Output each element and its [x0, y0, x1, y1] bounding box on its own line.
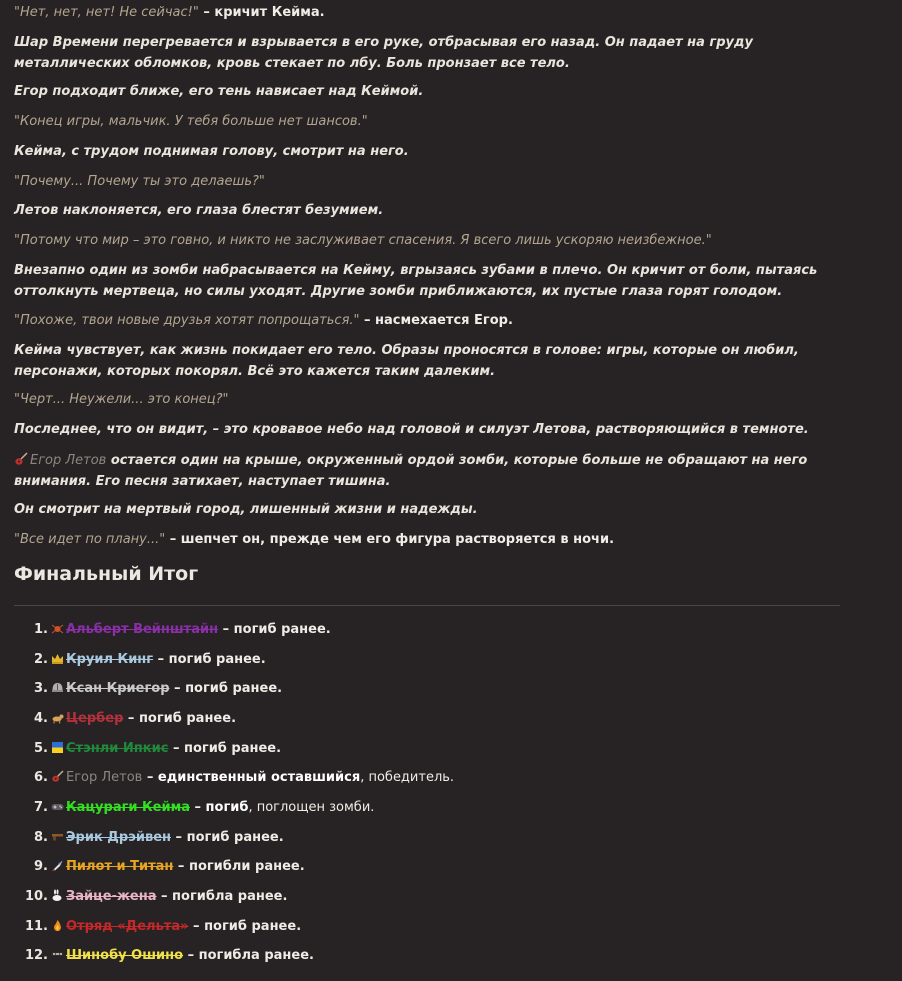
- separator: –: [153, 652, 169, 667]
- story-paragraph-12: "Черт... Неужели... это конец?": [14, 392, 229, 407]
- list-item: [0, 798, 374, 818]
- list-item: [0, 857, 305, 877]
- character-name: Кацураги Кейма: [66, 800, 190, 815]
- status-bold: единственный оставшийся: [157, 770, 361, 785]
- list-item: [0, 768, 454, 788]
- rabbit-icon: [51, 889, 64, 902]
- list-item: [0, 887, 287, 907]
- status-text: , поглощен зомби.: [248, 800, 375, 815]
- list-item: [0, 620, 331, 640]
- status-text: погиб ранее.: [185, 681, 283, 696]
- item-number: 1.: [34, 622, 48, 637]
- item-number: 8.: [34, 830, 48, 845]
- status-text: погиб ранее.: [138, 711, 237, 726]
- status-text: погибла ранее.: [172, 889, 288, 904]
- story-text: остается один на крыше, окруженный ордой зомби, которые больше не обращают на него внимания. Его песня затихает, наступает тишина.: [14, 453, 808, 489]
- separator: –: [171, 830, 187, 845]
- status-text: погиб ранее.: [183, 741, 282, 756]
- guitar-icon: [14, 452, 28, 466]
- list-item: [0, 917, 301, 937]
- item-number: 6.: [34, 770, 48, 785]
- character-name: Егор Летов: [66, 770, 143, 785]
- story-paragraph-1: [14, 2, 854, 23]
- story-paragraph-11: Кейма чувствует, как жизнь покидает его тело. Образы проносятся в голове: игры, которые он любил, персонажи, которых покорял. Всё это кажется таким далеким.: [14, 343, 799, 379]
- separator: –: [188, 919, 205, 934]
- speaker-tag: – кричит Кейма.: [198, 5, 325, 20]
- character-name: Отряд «Дельта»: [66, 919, 189, 934]
- item-number: 3.: [34, 681, 48, 696]
- item-number: 9.: [34, 859, 48, 874]
- gamepad-icon: [51, 800, 64, 813]
- story-paragraph-10: [14, 310, 854, 331]
- list-item: [0, 828, 284, 848]
- fire-icon: [51, 919, 64, 932]
- list-item: [0, 709, 236, 729]
- status-text: погиб ранее.: [204, 919, 302, 934]
- flag-icon: [51, 741, 64, 754]
- list-item: [0, 679, 282, 699]
- story-paragraph-9: Внезапно один из зомби набрасывается на Кейму, вгрызаясь зубами в плечо. Он кричит от боли, пытаясь оттолкнуть мертвеца, но силы уходят. Другие зомби приближаются, их пустые глаза горят голодом.: [14, 263, 818, 299]
- list-item: [0, 650, 266, 670]
- separator: –: [169, 681, 186, 696]
- status-text: погиб ранее.: [233, 622, 331, 637]
- story-paragraph-16: [14, 529, 854, 550]
- separator: –: [183, 948, 199, 963]
- speaker-tag: – насмехается Егор.: [359, 313, 513, 328]
- story-paragraph-5: Кейма, с трудом поднимая голову, смотрит на него.: [14, 144, 409, 159]
- status-text: погибли ранее.: [188, 859, 305, 874]
- status-text: погибла ранее.: [198, 948, 314, 963]
- status-text: погиб ранее.: [186, 830, 284, 845]
- dog-icon: [51, 711, 64, 724]
- character-name: Круил Кинг: [66, 652, 154, 667]
- guitar-icon: [51, 770, 64, 783]
- item-number: 12.: [24, 948, 48, 963]
- crown-icon: [51, 652, 64, 665]
- story-paragraph-7: Летов наклоняется, его глаза блестят безумием.: [14, 203, 384, 218]
- dialogue-quote: "Похоже, твои новые друзья хотят попрощаться.": [14, 313, 360, 328]
- separator: –: [173, 859, 189, 874]
- character-name: Цербер: [66, 711, 124, 726]
- status-text: погиб ранее.: [168, 652, 266, 667]
- list-item: [0, 739, 281, 759]
- item-number: 10.: [24, 889, 48, 904]
- status-bold: погиб: [205, 800, 249, 815]
- spider-icon: [51, 622, 64, 635]
- separator: –: [123, 711, 139, 726]
- separator: –: [168, 741, 184, 756]
- character-name: Эрик Дрэйвен: [66, 830, 172, 845]
- separator: –: [156, 889, 173, 904]
- character-name: Зайце-жена: [66, 889, 157, 904]
- character-name: Пилот и Титан: [66, 859, 174, 874]
- item-number: 5.: [34, 741, 48, 756]
- item-number: 11.: [24, 919, 48, 934]
- character-name: Ксан Криегор: [66, 681, 170, 696]
- egor-letov-name: Егор Летов: [30, 453, 107, 468]
- story-paragraph-14: [14, 450, 854, 492]
- speaker-tag: – шепчет он, прежде чем его фигура растворяется в ночи.: [165, 532, 615, 547]
- story-paragraph-6: "Почему... Почему ты это делаешь?": [14, 174, 265, 189]
- story-paragraph-13: Последнее, что он видит, – это кровавое небо над головой и силуэт Летова, растворяющийся в темноте.: [14, 422, 809, 437]
- divider: [14, 605, 840, 606]
- rocket-icon: [51, 859, 64, 872]
- gun-icon: [51, 830, 64, 843]
- item-number: 2.: [34, 652, 48, 667]
- separator: –: [189, 800, 206, 815]
- story-paragraph-8: "Потому что мир – это говно, и никто не заслуживает спасения. Я всего лишь ускоряю неизбежное.": [14, 233, 712, 248]
- final-summary-heading: Финальный Итог: [14, 563, 199, 585]
- ninja-icon: [51, 948, 64, 961]
- item-number: 4.: [34, 711, 48, 726]
- list-item: [0, 946, 314, 966]
- character-name: Альберт Вейнштайн: [66, 622, 219, 637]
- status-text: , победитель.: [360, 770, 455, 785]
- story-paragraph-4: "Конец игры, мальчик. У тебя больше нет шансов.": [14, 114, 368, 129]
- item-number: 7.: [34, 800, 48, 815]
- story-paragraph-2: Шар Времени перегревается и взрывается в его руке, отбрасывая его назад. Он падает на груду металлических обломков, кровь стекает по лбу. Боль пронзает все тело.: [14, 35, 753, 71]
- character-name: Шинобу Ошино: [66, 948, 184, 963]
- story-paragraph-15: Он смотрит на мертвый город, лишенный жизни и надежды.: [14, 502, 478, 517]
- helmet-icon: [51, 681, 64, 694]
- dialogue-quote: "Нет, нет, нет! Не сейчас!": [14, 5, 199, 20]
- separator: –: [142, 770, 158, 785]
- story-paragraph-3: Егор подходит ближе, его тень нависает над Кеймой.: [14, 84, 424, 99]
- separator: –: [218, 622, 234, 637]
- dialogue-quote: "Все идет по плану...": [14, 532, 166, 547]
- character-name: Стэнли Ипкис: [66, 741, 169, 756]
